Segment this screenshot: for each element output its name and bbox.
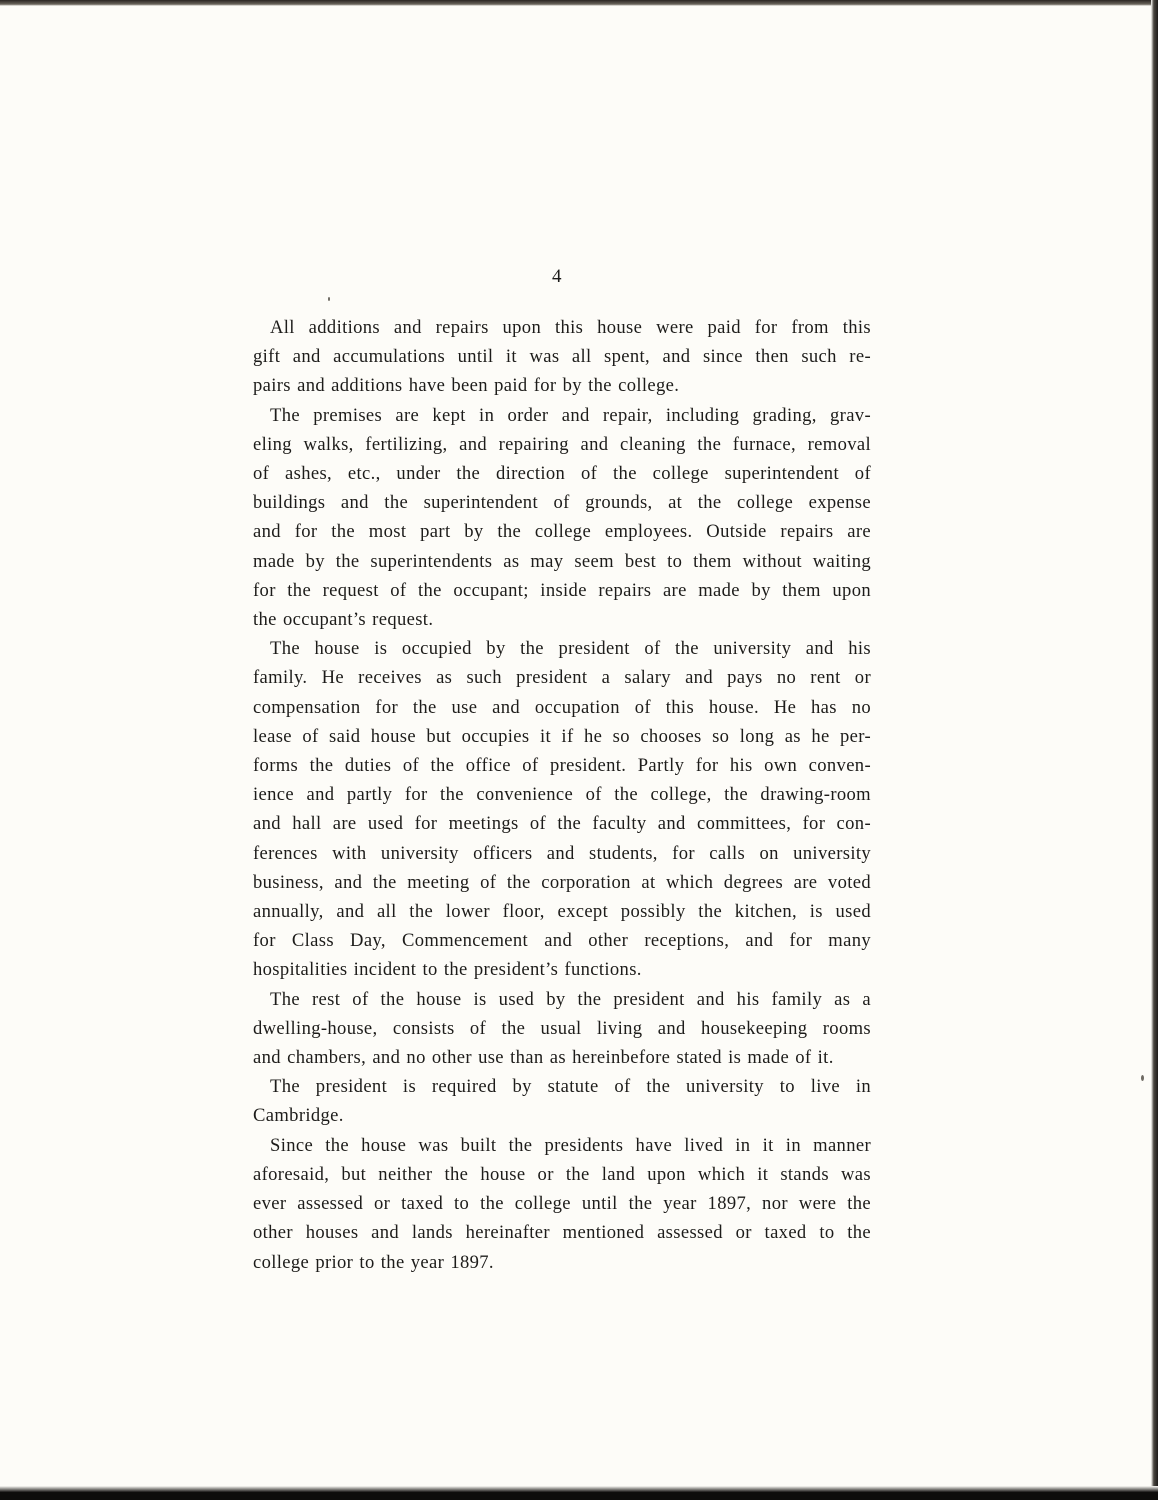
text-line: gift and accumulations until it was all spent, and since then such re- (253, 346, 871, 368)
text-line: business, and the meeting of the corporation at which degrees are voted (253, 871, 871, 893)
text-line: The rest of the house is used by the president and his family as a (270, 988, 871, 1010)
text-line: The president is required by statute of the university to live in (270, 1076, 871, 1098)
paragraph (253, 313, 871, 401)
dust-speck (1141, 1075, 1144, 1081)
text-line: The premises are kept in order and repair, including grading, grav- (270, 404, 871, 426)
paragraph (253, 1131, 871, 1277)
text-line: eling walks, fertilizing, and repairing and cleaning the furnace, removal (253, 433, 871, 455)
text-line: All additions and repairs upon this house were paid for from this (270, 317, 871, 338)
paragraph (253, 401, 871, 635)
text-line: annually, and all the lower floor, except possibly the kitchen, is used (253, 901, 871, 923)
scan-edge-bottom (0, 1486, 1158, 1500)
text-line: ever assessed or taxed to the college until the year 1897, nor were the (253, 1193, 871, 1215)
text-line: pairs and additions have been paid for by the college. (253, 375, 680, 397)
text-line: other houses and lands hereinafter mentioned assessed or taxed to the (253, 1222, 871, 1244)
text-line: ferences with university officers and students, for calls on university (253, 842, 871, 864)
text-line: lease of said house but occupies it if he so chooses so long as he per- (253, 725, 871, 747)
text-line: and chambers, and no other use than as hereinbefore stated is made of it. (253, 1047, 834, 1069)
text-line: hospitalities incident to the president’s functions. (253, 959, 642, 981)
text-line: Cambridge. (253, 1105, 344, 1127)
dust-speck (328, 297, 330, 301)
text-line: made by the superintendents as may seem best to them without waiting (253, 550, 871, 572)
text-line: dwelling-house, consists of the usual living and housekeeping rooms (253, 1017, 871, 1039)
text-line: for Class Day, Commencement and other receptions, and for many (253, 930, 871, 952)
scan-edge-right (1151, 0, 1158, 1500)
page-number: 4 (552, 266, 562, 287)
text-line: family. He receives as such president a salary and pays no rent or (253, 667, 871, 689)
paragraph (253, 634, 871, 984)
text-line: college prior to the year 1897. (253, 1251, 494, 1273)
text-line: the occupant’s request. (253, 609, 434, 631)
paragraph (253, 985, 871, 1073)
paragraph (253, 1072, 871, 1130)
text-line: and hall are used for meetings of the faculty and committees, for con- (253, 813, 871, 835)
text-line: buildings and the superintendent of grounds, at the college expense (253, 492, 871, 514)
text-line: for the request of the occupant; inside repairs are made by them upon (253, 579, 871, 601)
text-line: and for the most part by the college employees. Outside repairs are (253, 521, 871, 543)
text-line: ience and partly for the convenience of the college, the drawing-room (253, 784, 871, 806)
scan-edge-top (0, 0, 1158, 6)
text-line: Since the house was built the presidents have lived in it in manner (270, 1134, 871, 1156)
text-line: of ashes, etc., under the direction of the college superintendent of (253, 463, 871, 485)
text-line: compensation for the use and occupation of this house. He has no (253, 696, 871, 718)
text-line: aforesaid, but neither the house or the land upon which it stands was (253, 1163, 871, 1185)
text-line: forms the duties of the office of president. Partly for his own conven- (253, 755, 871, 777)
body-text (253, 313, 871, 1277)
text-line: The house is occupied by the president of the university and his (270, 638, 871, 660)
